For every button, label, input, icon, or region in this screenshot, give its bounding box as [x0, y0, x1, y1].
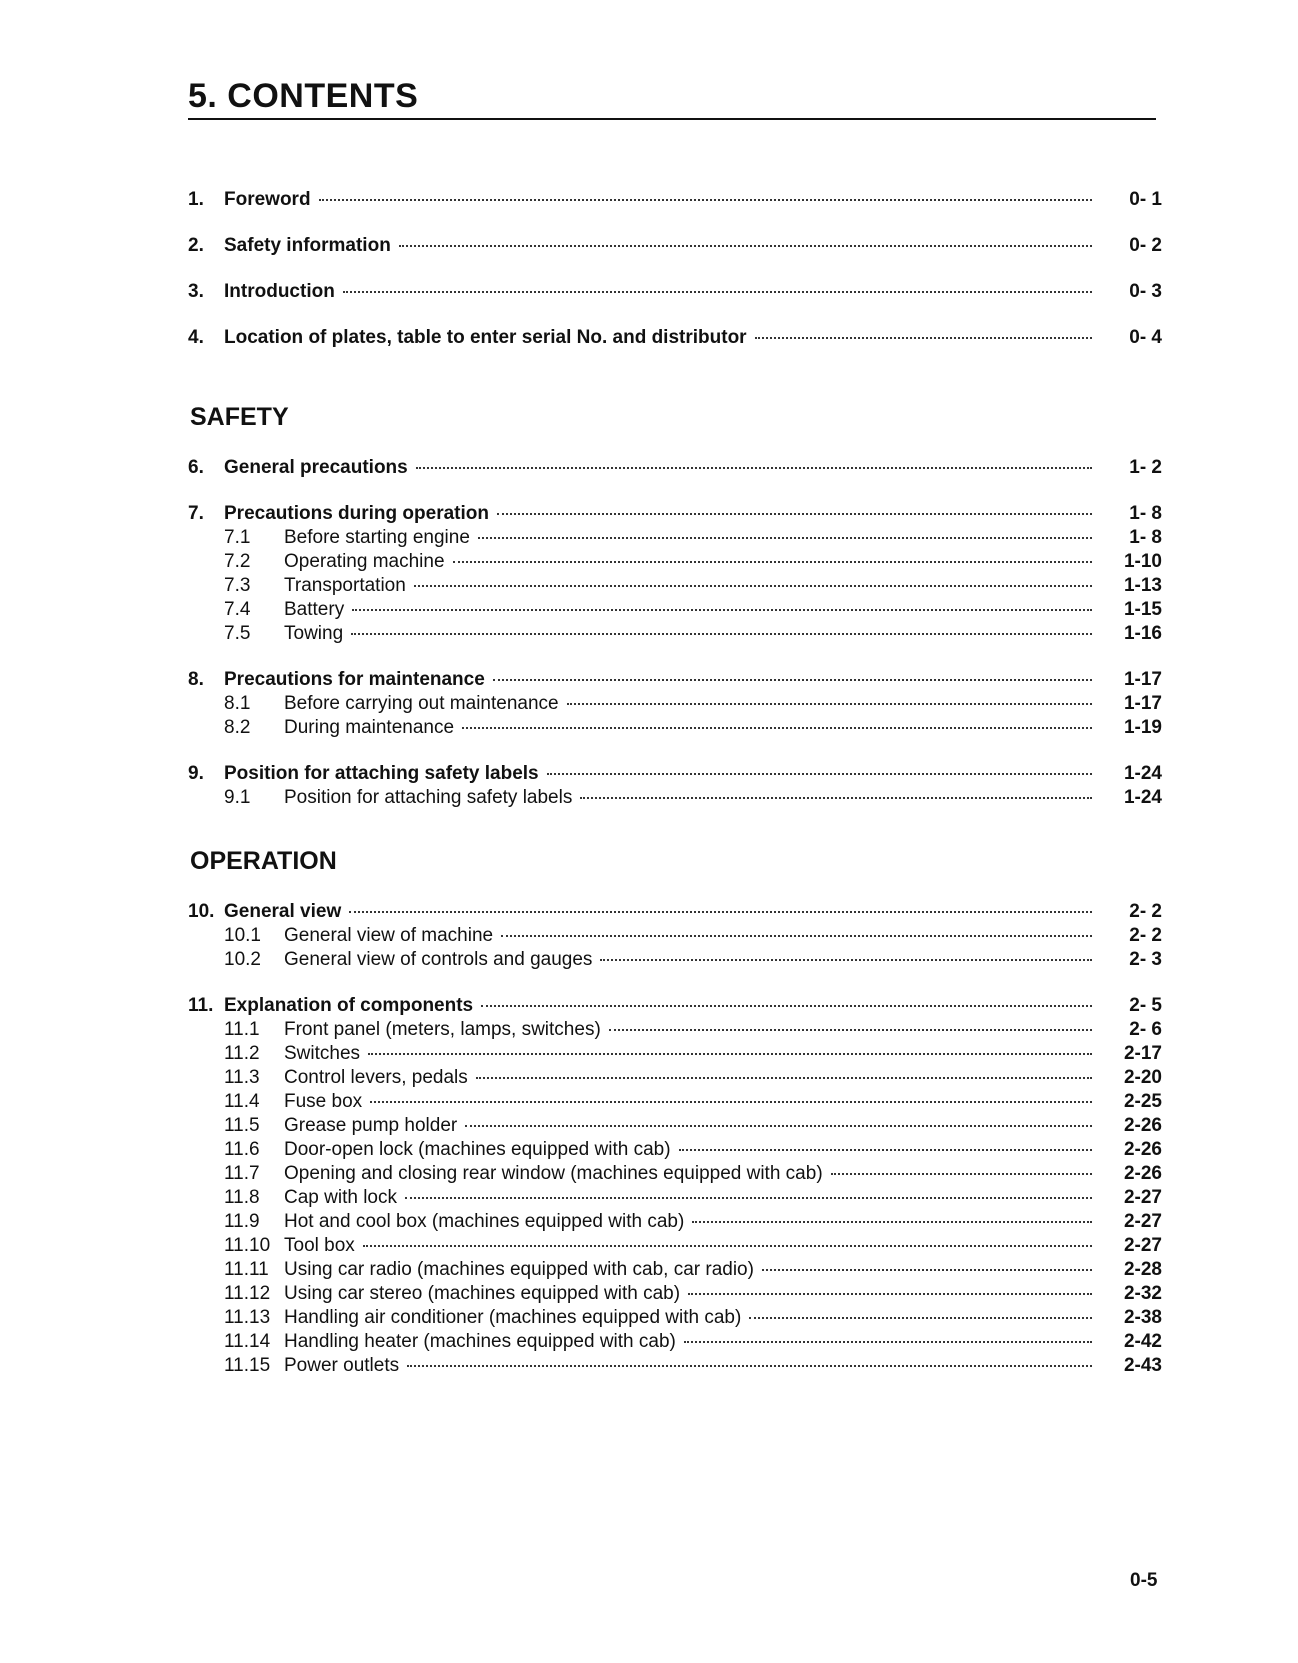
leader-dots — [755, 335, 1092, 339]
subentry-page: 1-17 — [1123, 693, 1162, 714]
subentry-page: 1-15 — [1123, 599, 1162, 620]
leader-dots — [343, 289, 1092, 293]
subentry-page: 1-10 — [1123, 551, 1162, 572]
toc-subentry[interactable] — [188, 692, 1162, 716]
subentry-label: Before starting engine — [284, 527, 470, 548]
subentry-number: 11.11 — [224, 1259, 269, 1280]
subentry-label: Control levers, pedals — [284, 1067, 468, 1088]
leader-dots — [831, 1171, 1092, 1175]
toc-entry-explanation-of-components[interactable] — [188, 994, 1162, 1018]
subentry-number: 11.13 — [224, 1307, 271, 1328]
subentry-number: 7.4 — [224, 599, 251, 620]
entry-page: 0- 2 — [1129, 235, 1162, 256]
entry-page: 0- 4 — [1129, 327, 1162, 348]
subentry-label: Using car radio (machines equipped with cab, car radio) — [284, 1259, 754, 1280]
toc-entry-general-precautions[interactable] — [188, 456, 1162, 480]
subentry-page: 2-26 — [1123, 1115, 1162, 1136]
toc-entry-introduction[interactable] — [188, 280, 1162, 304]
toc-intro — [188, 188, 1162, 350]
toc-subentry[interactable] — [188, 786, 1162, 810]
leader-dots — [478, 535, 1092, 539]
leader-dots — [349, 909, 1092, 913]
leader-dots — [501, 933, 1092, 937]
subentry-page: 2- 2 — [1129, 925, 1162, 946]
entry-page: 0- 1 — [1129, 189, 1162, 210]
subentry-number: 7.3 — [224, 575, 251, 596]
entry-label: Position for attaching safety labels — [224, 763, 539, 784]
entry-number: 4. — [188, 327, 204, 348]
subentry-label: Cap with lock — [284, 1187, 397, 1208]
toc-subentry[interactable] — [188, 1306, 1162, 1330]
subentry-page: 2-32 — [1123, 1283, 1162, 1304]
entry-number: 2. — [188, 235, 204, 256]
entry-label: Foreword — [224, 189, 311, 210]
entry-page: 2- 2 — [1129, 901, 1162, 922]
toc-subentry[interactable] — [188, 1210, 1162, 1234]
leader-dots — [416, 465, 1092, 469]
toc-subentry[interactable] — [188, 622, 1162, 646]
section-heading-operation: OPERATION — [190, 847, 337, 875]
subentry-label: Power outlets — [284, 1355, 400, 1376]
toc-subentry[interactable] — [188, 1042, 1162, 1066]
subentry-page: 1-16 — [1123, 623, 1162, 644]
subentry-label: Opening and closing rear window (machines equipped with cab) — [284, 1163, 823, 1184]
subentry-page: 1- 8 — [1129, 527, 1162, 548]
leader-dots — [453, 559, 1092, 563]
subentry-label: During maintenance — [284, 717, 455, 738]
entry-label: Safety information — [224, 235, 391, 256]
entry-number: 6. — [188, 457, 204, 478]
leader-dots — [580, 795, 1092, 799]
subentry-page: 2- 6 — [1129, 1019, 1162, 1040]
leader-dots — [679, 1147, 1092, 1151]
toc-subentry[interactable] — [188, 598, 1162, 622]
entry-page: 1-24 — [1123, 763, 1162, 784]
entry-label: Explanation of components — [224, 995, 474, 1016]
toc-entry-precautions-for-maintenance[interactable] — [188, 668, 1162, 692]
subentry-page: 2-27 — [1123, 1211, 1162, 1232]
toc-entry-precautions-during-operation[interactable] — [188, 502, 1162, 526]
entry-number: 3. — [188, 281, 204, 302]
subentry-number: 7.5 — [224, 623, 251, 644]
leader-dots — [692, 1219, 1092, 1223]
leader-dots — [547, 771, 1092, 775]
toc-subentry[interactable] — [188, 1330, 1162, 1354]
leader-dots — [684, 1339, 1092, 1343]
subentry-number: 11.15 — [224, 1355, 271, 1376]
subentry-label: Operating machine — [284, 551, 445, 572]
toc-subentry[interactable] — [188, 1258, 1162, 1282]
subentry-page: 2-27 — [1123, 1235, 1162, 1256]
subentry-page: 2-26 — [1123, 1139, 1162, 1160]
subentry-label: Before carrying out maintenance — [284, 693, 559, 714]
subentry-number: 11.14 — [224, 1331, 271, 1352]
subentry-number: 11.1 — [224, 1019, 260, 1040]
subentry-number: 11.4 — [224, 1091, 260, 1112]
leader-dots — [462, 725, 1092, 729]
entry-label: Precautions during operation — [224, 503, 489, 524]
subentry-label: Position for attaching safety labels — [284, 787, 573, 808]
subentry-page: 2-43 — [1123, 1355, 1162, 1376]
subentry-label: Handling heater (machines equipped with cab) — [284, 1331, 676, 1352]
subentry-number: 8.1 — [224, 693, 251, 714]
toc-entry-safety-information[interactable] — [188, 234, 1162, 258]
toc-subentry[interactable] — [188, 574, 1162, 598]
subentry-page: 2- 3 — [1129, 949, 1162, 970]
subentry-number: 11.12 — [224, 1283, 271, 1304]
leader-dots — [363, 1243, 1092, 1247]
entry-page: 0- 3 — [1129, 281, 1162, 302]
leader-dots — [497, 511, 1092, 515]
subentry-number: 11.10 — [224, 1235, 271, 1256]
subentry-label: Switches — [284, 1043, 361, 1064]
subentry-number: 11.9 — [224, 1211, 260, 1232]
leader-dots — [351, 631, 1092, 635]
subentry-number: 11.2 — [224, 1043, 260, 1064]
leader-dots — [407, 1363, 1092, 1367]
toc-subentry[interactable] — [188, 1354, 1162, 1378]
entry-number: 11. — [188, 995, 214, 1016]
toc-subentry[interactable] — [188, 1162, 1162, 1186]
subentry-label: Tool box — [284, 1235, 355, 1256]
toc-subentry[interactable] — [188, 716, 1162, 740]
leader-dots — [688, 1291, 1092, 1295]
entry-number: 1. — [188, 189, 204, 210]
toc-subentry[interactable] — [188, 550, 1162, 574]
subentry-number: 11.7 — [224, 1163, 260, 1184]
entry-number: 7. — [188, 503, 204, 524]
toc-safety — [188, 456, 1162, 810]
entry-number: 10. — [188, 901, 215, 922]
toc-subentry[interactable] — [188, 1114, 1162, 1138]
subentry-number: 11.8 — [224, 1187, 260, 1208]
leader-dots — [352, 607, 1092, 611]
subentry-page: 1-13 — [1123, 575, 1162, 596]
subentry-page: 2-38 — [1123, 1307, 1162, 1328]
subentry-label: Battery — [284, 599, 345, 620]
leader-dots — [476, 1075, 1092, 1079]
subentry-page: 1-19 — [1123, 717, 1162, 738]
leader-dots — [493, 677, 1092, 681]
toc-subentry[interactable] — [188, 1090, 1162, 1114]
subentry-number: 7.1 — [224, 527, 251, 548]
toc-subentry[interactable] — [188, 526, 1162, 550]
leader-dots — [600, 957, 1092, 961]
page-number: 0-5 — [1130, 1570, 1158, 1591]
subentry-number: 10.2 — [224, 949, 261, 970]
subentry-label: Grease pump holder — [284, 1115, 458, 1136]
subentry-label: Door-open lock (machines equipped with cab) — [284, 1139, 671, 1160]
toc-subentry[interactable] — [188, 1186, 1162, 1210]
toc-subentry[interactable] — [188, 1234, 1162, 1258]
subentry-label: General view of machine — [284, 925, 494, 946]
subentry-number: 11.6 — [224, 1139, 260, 1160]
subentry-page: 2-42 — [1123, 1331, 1162, 1352]
toc-entry-foreword[interactable] — [188, 188, 1162, 212]
leader-dots — [319, 197, 1092, 201]
subentry-page: 2-25 — [1123, 1091, 1162, 1112]
subentry-label: General view of controls and gauges — [284, 949, 593, 970]
subentry-label: Transportation — [284, 575, 406, 596]
toc-entry-location-of-plates[interactable] — [188, 326, 1162, 350]
subentry-number: 10.1 — [224, 925, 261, 946]
subentry-page: 2-27 — [1123, 1187, 1162, 1208]
subentry-label: Hot and cool box (machines equipped with cab) — [284, 1211, 685, 1232]
leader-dots — [414, 583, 1092, 587]
entry-page: 2- 5 — [1129, 995, 1162, 1016]
toc-subentry[interactable] — [188, 1018, 1162, 1042]
entry-label: Location of plates, table to enter serial No. and distributor — [224, 327, 747, 348]
toc-entry-general-view[interactable] — [188, 900, 1162, 924]
subentry-page: 2-26 — [1123, 1163, 1162, 1184]
entry-label: General view — [224, 901, 342, 922]
entry-page: 1- 8 — [1129, 503, 1162, 524]
toc-operation — [188, 900, 1162, 1378]
subentry-page: 2-17 — [1123, 1043, 1162, 1064]
toc-subentry[interactable] — [188, 924, 1162, 948]
toc-subentry[interactable] — [188, 1282, 1162, 1306]
subentry-number: 11.3 — [224, 1067, 260, 1088]
entry-label: Introduction — [224, 281, 335, 302]
entry-page: 1-17 — [1123, 669, 1162, 690]
subentry-page: 2-28 — [1123, 1259, 1162, 1280]
subentry-label: Fuse box — [284, 1091, 363, 1112]
subentry-label: Towing — [284, 623, 344, 644]
toc-subentry[interactable] — [188, 948, 1162, 972]
subentry-page: 1-24 — [1123, 787, 1162, 808]
leader-dots — [368, 1051, 1092, 1055]
subentry-number: 8.2 — [224, 717, 251, 738]
subentry-page: 2-20 — [1123, 1067, 1162, 1088]
page-title: 5. CONTENTS — [188, 76, 1156, 120]
leader-dots — [399, 243, 1092, 247]
subentry-number: 9.1 — [224, 787, 251, 808]
entry-number: 8. — [188, 669, 204, 690]
entry-number: 9. — [188, 763, 204, 784]
subentry-number: 11.5 — [224, 1115, 260, 1136]
subentry-number: 7.2 — [224, 551, 251, 572]
section-heading-safety: SAFETY — [190, 403, 289, 431]
subentry-label: Using car stereo (machines equipped with cab) — [284, 1283, 681, 1304]
leader-dots — [465, 1123, 1092, 1127]
subentry-label: Handling air conditioner (machines equipped with cab) — [284, 1307, 742, 1328]
leader-dots — [762, 1267, 1092, 1271]
leader-dots — [370, 1099, 1092, 1103]
entry-label: Precautions for maintenance — [224, 669, 485, 690]
leader-dots — [749, 1315, 1092, 1319]
leader-dots — [609, 1027, 1092, 1031]
leader-dots — [567, 701, 1092, 705]
toc-entry-position-safety-labels[interactable] — [188, 762, 1162, 786]
leader-dots — [481, 1003, 1092, 1007]
entry-page: 1- 2 — [1129, 457, 1162, 478]
entry-label: General precautions — [224, 457, 408, 478]
toc-subentry[interactable] — [188, 1066, 1162, 1090]
subentry-label: Front panel (meters, lamps, switches) — [284, 1019, 601, 1040]
leader-dots — [405, 1195, 1092, 1199]
toc-subentry[interactable] — [188, 1138, 1162, 1162]
